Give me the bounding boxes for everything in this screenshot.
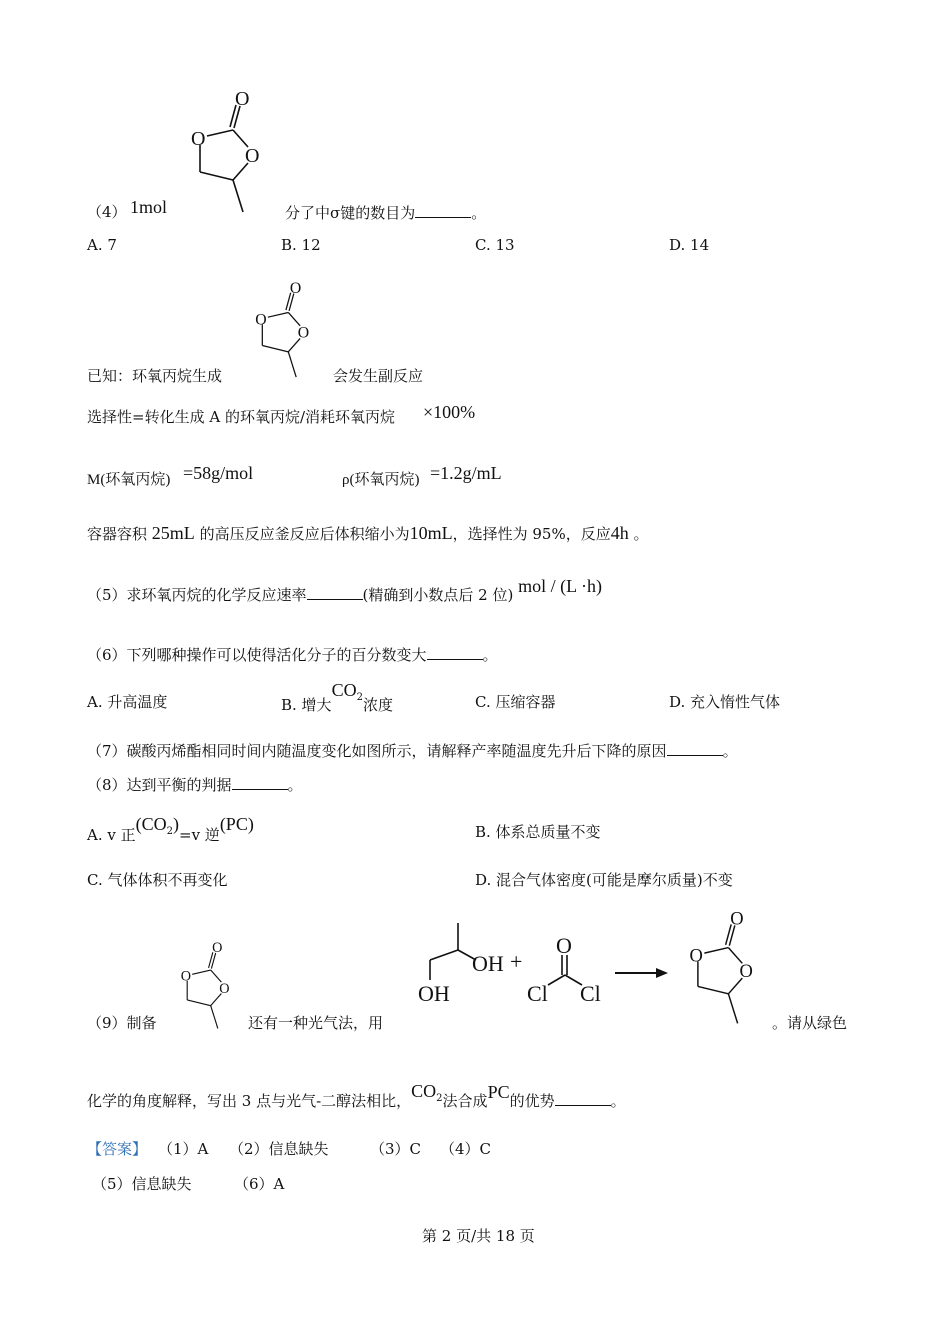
known-suffix: 会发生副反应 (333, 367, 424, 385)
atom-label: O (191, 128, 206, 150)
atom-label: O (212, 940, 223, 957)
atom-label: O (255, 311, 267, 329)
selectivity-definition: 选择性=转化生成 A 的环氧丙烷/消耗环氧丙烷 (87, 408, 395, 426)
q9-line2: 化学的角度解释，写出 3 点与光气-二醇法相比，$CO^2$法合成PC的优势 。 (87, 1081, 626, 1110)
known-prefix: 已知：环氧丙烷生成 (87, 367, 223, 385)
atom-label: O (556, 933, 572, 958)
atom-label: O (245, 145, 260, 167)
atom-label: O (739, 961, 753, 982)
q8-option-c: C. 气体体积不再变化 (87, 871, 228, 889)
propylene-carbonate-structure (176, 938, 234, 1032)
atom-label: O (730, 908, 744, 929)
q4-prefix: （4） (87, 203, 127, 221)
propylene-carbonate-structure (683, 906, 759, 1028)
q4-option-c: C. 13 (475, 236, 515, 254)
molar-mass-label: M(环氧丙烷) (87, 472, 171, 488)
atom-label: O (289, 279, 302, 297)
density-value: =1.2g/mL (430, 463, 502, 483)
atom-label: OH (472, 951, 504, 976)
q4-amount: 1mol (130, 197, 168, 217)
q4-text: 分了中σ键的数目为 。 (285, 204, 487, 222)
q7: （7）碳酸丙烯酯相同时间内随温度变化如图所示，请解释产率随温度先升后下降的原因 。 (87, 742, 738, 760)
conditions-line: 容器容积 25mL 的高压反应釜反应后体积缩小为10mL，选择性为 95%，反应4h 。 (87, 523, 649, 543)
q6-option-a: A. 升高温度 (87, 693, 168, 711)
answer-item: （1）A (158, 1140, 209, 1158)
q8-option-d: D. 混合气体密度(可能是摩尔质量)不变 (475, 871, 733, 889)
q9-mid: 还有一种光气法，用 (248, 1014, 384, 1032)
q6-option-c: C. 压缩容器 (475, 693, 556, 711)
atom-label: O (235, 88, 250, 110)
phosgene-reaction-scheme (410, 915, 680, 1005)
answer-item: （5）信息缺失 (92, 1175, 192, 1193)
selectivity-factor: ×100% (423, 402, 476, 422)
density-label: ρ(环氧丙烷) (342, 472, 420, 488)
arrow-icon (656, 968, 668, 978)
q4-option-b: B. 12 (281, 236, 321, 254)
atom-label: O (219, 980, 230, 997)
q8-option-a: A. v 正$(CO^2)=v$ 逆(PC) (87, 814, 254, 844)
atom-label: OH (418, 981, 450, 1005)
answer-tag: 【答案】 (87, 1140, 148, 1158)
q8-option-b: B. 体系总质量不变 (475, 823, 601, 841)
answer-item: （3）C (370, 1140, 422, 1158)
q9-prefix: （9）制备 (87, 1014, 157, 1032)
q8: （8）达到平衡的判据 。 (87, 776, 303, 794)
molar-mass-value: =58g/mol (183, 463, 254, 483)
q6-option-b: B. 增大$CO^2$浓度 (281, 680, 393, 714)
q4-option-a: A. 7 (87, 236, 117, 254)
plus-sign: + (510, 949, 523, 974)
atom-label: Cl (527, 981, 548, 1005)
answer-item: （6）A (234, 1175, 285, 1193)
q6-option-d: D. 充入惰性气体 (669, 693, 781, 711)
answer-item: （4）C (440, 1140, 492, 1158)
atom-label: O (297, 324, 310, 342)
propylene-carbonate-structure (185, 85, 265, 217)
q9-end: 。请从绿色 (772, 1014, 848, 1032)
q4-option-d: D. 14 (669, 236, 710, 254)
answer-item: （2）信息缺失 (229, 1140, 329, 1158)
atom-label: Cl (580, 981, 601, 1005)
atom-label: O (180, 968, 192, 985)
atom-label: O (689, 945, 703, 966)
propylene-carbonate-structure (250, 277, 314, 381)
page-footer: 第 2 页/共 18 页 (422, 1227, 535, 1245)
q5: （5）求环氧丙烷的化学反应速率 (精确到小数点后 2 位) mol / (L ·h) (87, 576, 602, 604)
q6: （6）下列哪种操作可以使得活化分子的百分数变大 。 (87, 646, 498, 664)
